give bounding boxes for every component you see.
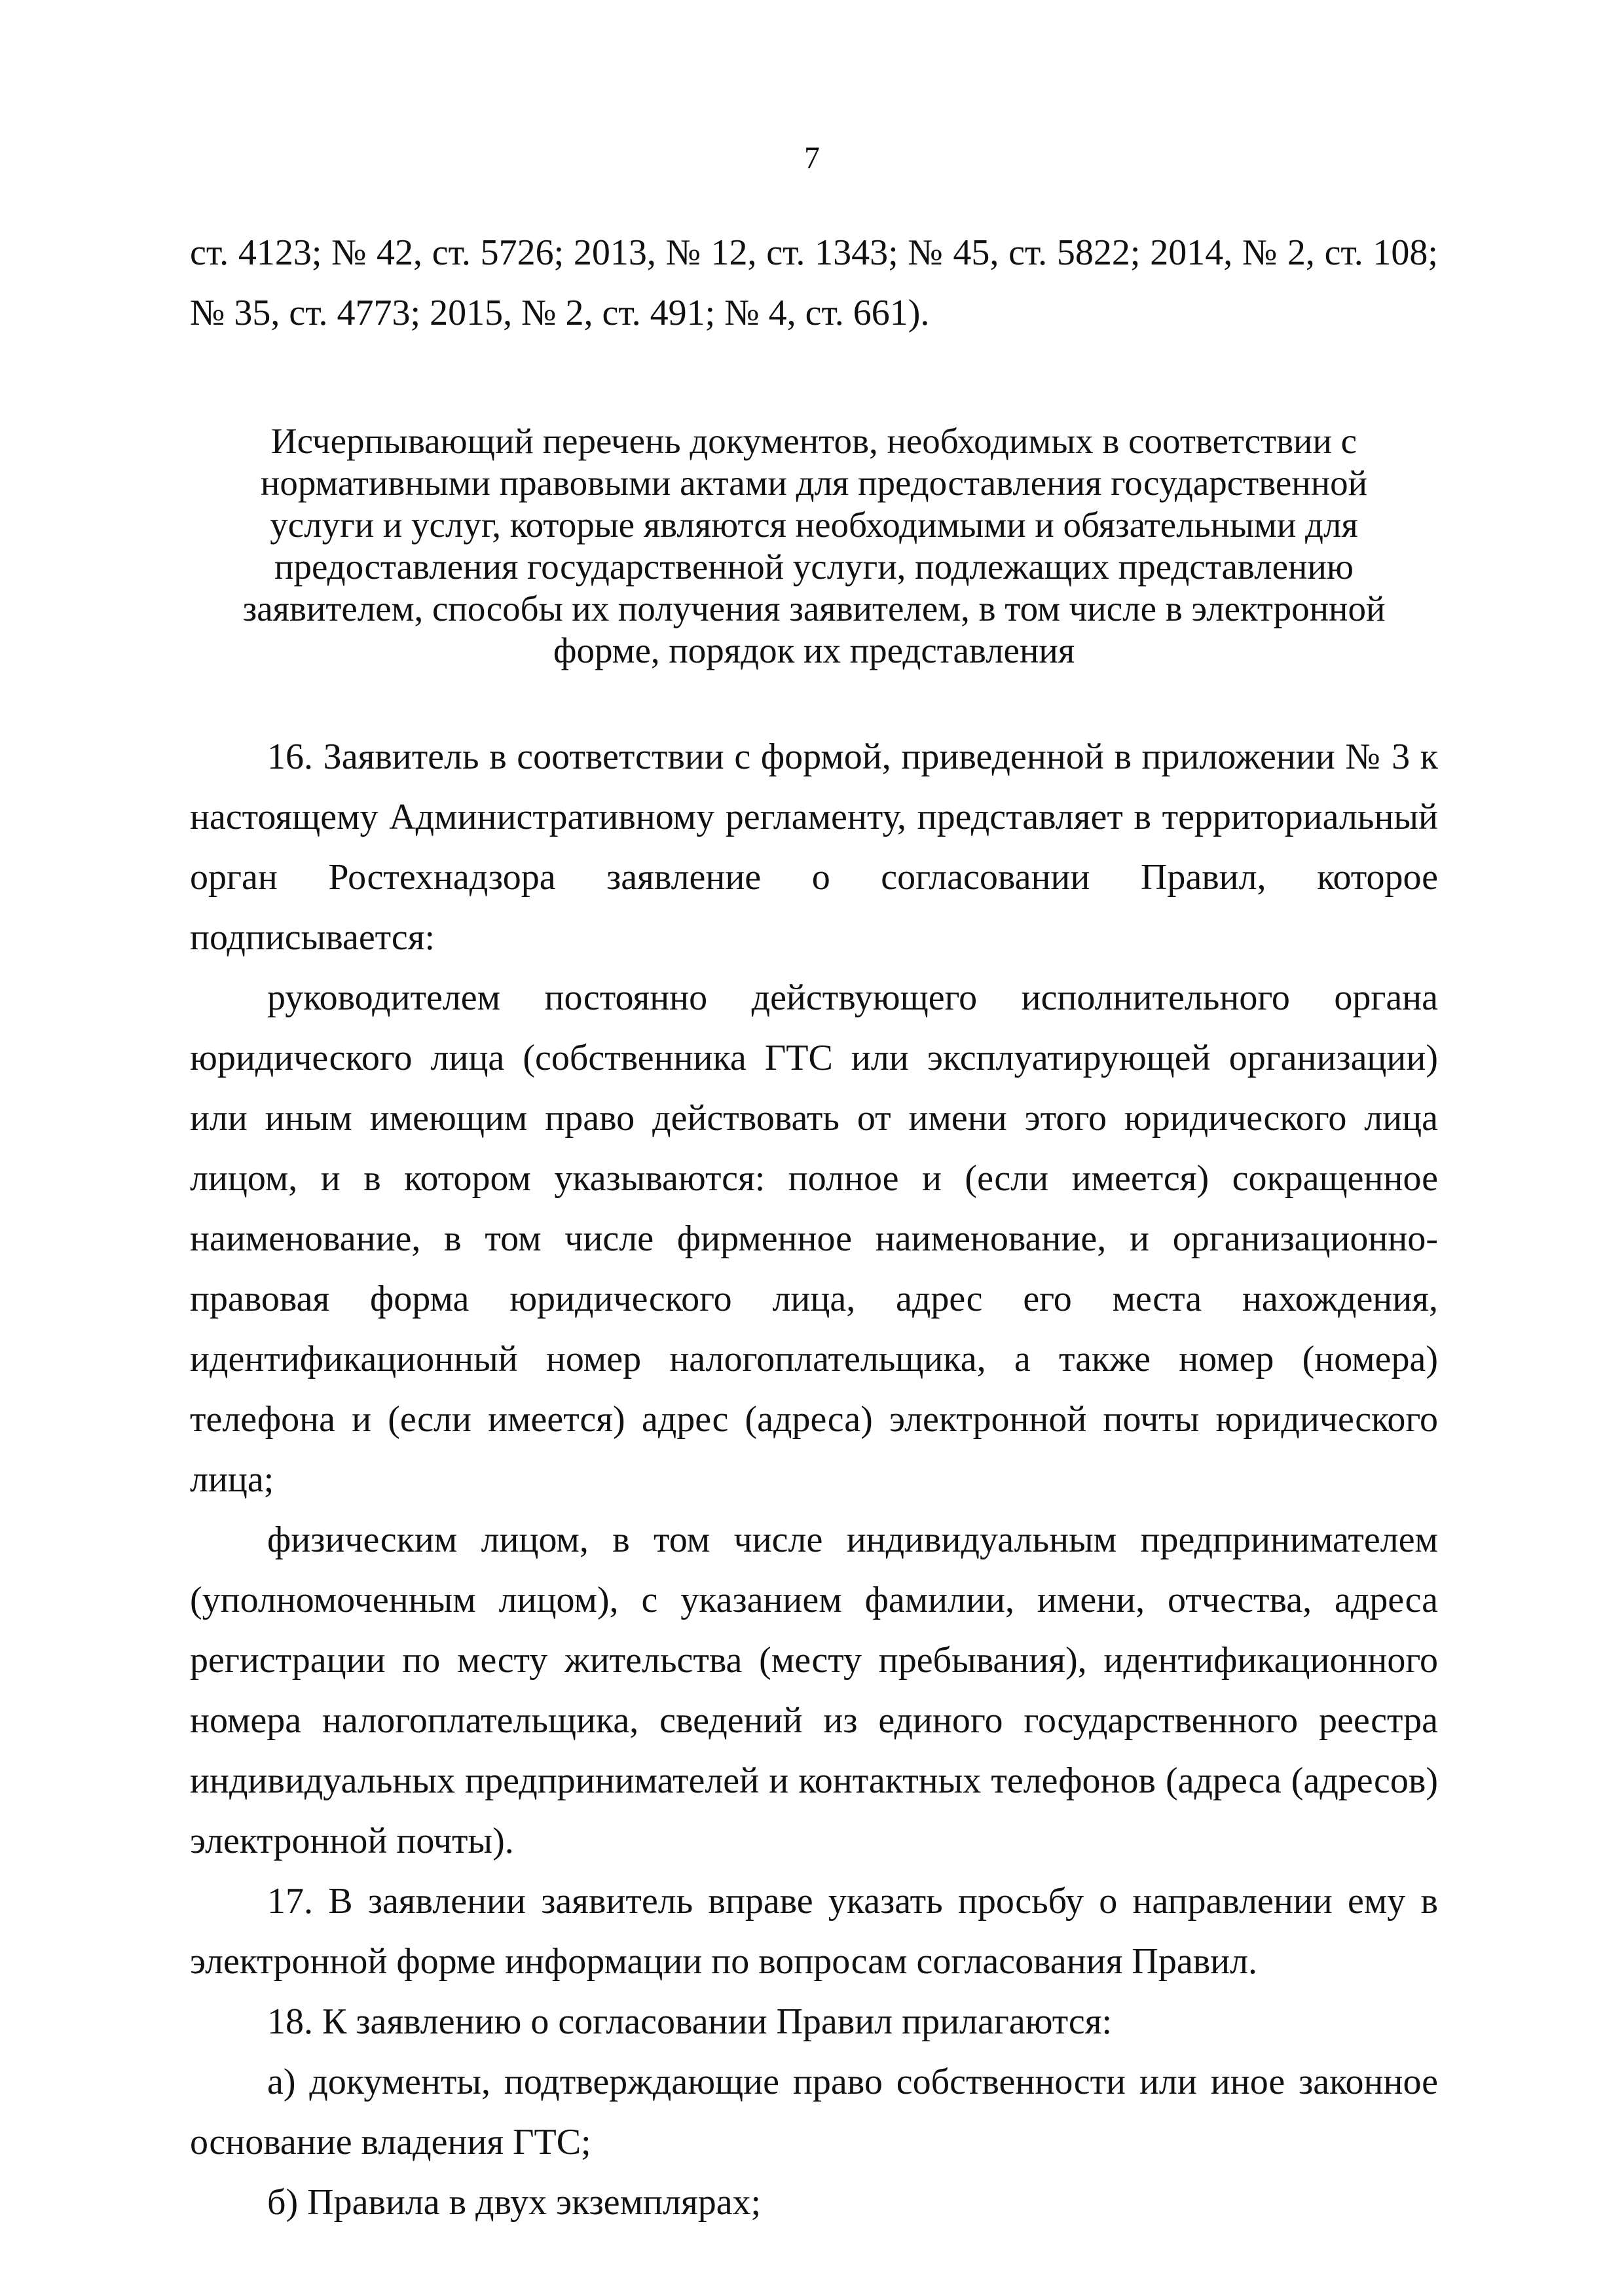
paragraph-17: 17. В заявлении заявитель вправе указать просьбу о направлении ему в электронной форме информации по вопросам согласования Правил. [190, 1881, 1438, 1982]
paragraph-18-b: б) Правила в двух экземплярах; [267, 2182, 762, 2223]
paragraph-signer-individual: физическим лицом, в том числе индивидуальным предпринимателем (уполномоченным лицом), с указанием фамилии, имени, отчества, адреса регистрации по месту жительства (месту пребывания), идентификационного номера налогоплательщика, сведений из единого государственного реестра индивидуальных предпринимателей и контактных телефонов (адреса (адресов) электронной почты). [190, 1520, 1438, 1861]
paragraph-16: 16. Заявитель в соответствии с формой, приведенной в приложении № 3 к настоящему Административному регламенту, представляет в территориальный орган Ростехнадзора заявление о согласовании Правил, которое подписывается: [190, 737, 1438, 958]
page-number: 7 [804, 141, 820, 175]
intro-continuation: ст. 4123; № 42, ст. 5726; 2013, № 12, ст. 1343; № 45, ст. 5822; 2014, № 2, ст. 108; № 35, ст. 4773; 2015, № 2, ст. 491; № 4, ст. 661). [190, 232, 1438, 333]
paragraph-18-a: а) документы, подтверждающие право собственности или иное законное основание владения ГТС; [190, 2062, 1438, 2162]
paragraph-18: 18. К заявлению о согласовании Правил прилагаются: [267, 2001, 1113, 2042]
section-heading: Исчерпывающий перечень документов, необходимых в соответствии с нормативными правовыми актами для предоставления государственной услуги и услуг, которые являются необходимыми и обязательными для предоставления государственной услуги, подлежащих представлению заявителем, способы их получения заявителем, в том числе в электронной форме, порядок их представления [242, 421, 1386, 670]
document-body [190, 223, 1438, 2232]
paragraph-signer-legal-entity: руководителем постоянно действующего исполнительного органа юридического лица (собственника ГТС или эксплуатирующей организации) или иным имеющим право действовать от имени этого юридического лица лицом, и в котором указываются: полное и (если имеется) сокращенное наименование, в том числе фирменное наименование, и организационно-правовая форма юридического лица, адрес его места нахождения, идентификационный номер налогоплательщика, а также номер (номера) телефона и (если имеется) адрес (адреса) электронной почты юридического лица; [190, 977, 1438, 1500]
